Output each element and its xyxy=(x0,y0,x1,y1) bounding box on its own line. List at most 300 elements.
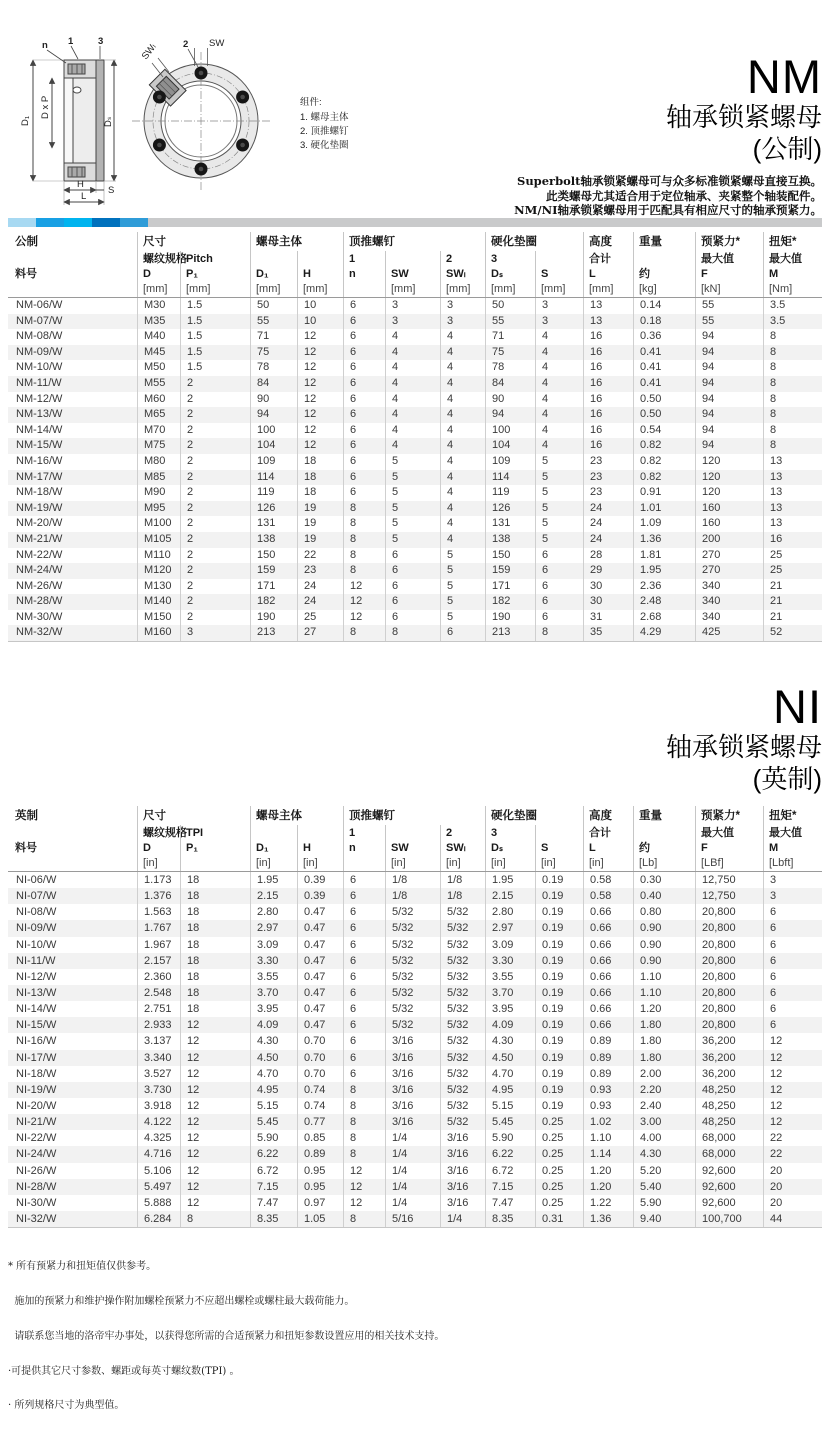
column-subgroup-label: 螺纹规格 xyxy=(143,827,187,839)
column-subgroup-label: 2 xyxy=(446,253,453,265)
table-cell: 6 xyxy=(343,953,385,969)
table-cell: 5.45 xyxy=(250,1114,297,1130)
table-cell: 0.19 xyxy=(535,920,583,936)
table-cell: 8 xyxy=(763,392,822,408)
table-cell: 1.36 xyxy=(633,532,695,548)
column-subgroup-label: 1 xyxy=(349,827,356,839)
table-cell: 3/16 xyxy=(440,1146,485,1162)
table-cell: 4.09 xyxy=(485,1017,535,1033)
table-cell: 3/16 xyxy=(440,1179,485,1195)
column-symbol: SWₗ xyxy=(446,268,466,280)
table-cell: 8.35 xyxy=(250,1211,297,1227)
table-cell: 5 xyxy=(535,485,583,501)
table-row xyxy=(8,1033,822,1049)
table-cell: M85 xyxy=(137,470,180,486)
table-cell: 5.40 xyxy=(633,1179,695,1195)
table-cell: 8 xyxy=(343,516,385,532)
column-subheader xyxy=(764,825,822,871)
table-cell: 0.40 xyxy=(633,888,695,904)
table-cell: 3.70 xyxy=(485,985,535,1001)
column-subheader xyxy=(486,251,535,297)
column-unit: [in] xyxy=(256,857,271,869)
nm-metric-table xyxy=(8,232,822,642)
table-cell: 20 xyxy=(763,1179,822,1195)
table-cell: 0.19 xyxy=(535,969,583,985)
table-cell: 5/32 xyxy=(440,920,485,936)
callout-1-label: 1 xyxy=(68,36,74,47)
table-cell: 120 xyxy=(695,470,763,486)
column-group-label: 顶推螺钉 xyxy=(349,810,395,822)
column-subheader xyxy=(344,825,385,871)
table-cell: 6 xyxy=(343,969,385,985)
table-cell: 16 xyxy=(583,345,633,361)
table-cell: 12 xyxy=(180,1163,250,1179)
table-body xyxy=(8,872,822,1228)
table-cell: 94 xyxy=(695,360,763,376)
table-cell: 28 xyxy=(583,548,633,564)
table-cell: 5 xyxy=(440,579,485,595)
table-cell: 4.325 xyxy=(137,1130,180,1146)
ni-system-label: (英制) xyxy=(752,764,822,794)
table-cell: 0.82 xyxy=(633,454,695,470)
column-subgroup-label: 1 xyxy=(349,253,356,265)
callout-3-label: 3 xyxy=(98,36,104,47)
table-cell: 0.47 xyxy=(297,1017,343,1033)
table-cell: 0.89 xyxy=(583,1066,633,1082)
table-cell: 12 xyxy=(180,1195,250,1211)
table-row xyxy=(8,594,822,610)
table-cell: 100,700 xyxy=(695,1211,763,1227)
table-cell: 6 xyxy=(385,610,440,626)
table-cell: NM-22/W xyxy=(16,548,63,561)
table-cell: 90 xyxy=(250,392,297,408)
table-cell: 50 xyxy=(485,298,535,314)
table-cell: 6 xyxy=(343,314,385,330)
table-cell: 190 xyxy=(485,610,535,626)
column-group-label: 扭矩* xyxy=(769,810,797,822)
table-cell: 4 xyxy=(440,501,485,517)
table-cell: 3/16 xyxy=(385,1114,440,1130)
table-cell: 0.54 xyxy=(633,423,695,439)
table-cell: 8 xyxy=(343,501,385,517)
colorbar-segment xyxy=(64,218,92,227)
column-subheader xyxy=(138,251,187,297)
component-legend-title: 组件: xyxy=(300,97,322,108)
ni-title: NI xyxy=(773,680,822,733)
column-subgroup-label xyxy=(536,825,583,841)
table-cell: 1.80 xyxy=(633,1017,695,1033)
table-cell: M150 xyxy=(137,610,180,626)
column-group-label: 高度 xyxy=(589,810,612,822)
table-cell: 0.66 xyxy=(583,1017,633,1033)
table-cell: 16 xyxy=(763,532,822,548)
table-row xyxy=(8,872,822,888)
brand-color-bar xyxy=(8,218,822,227)
component-item: 1. 螺母主体 xyxy=(300,112,349,123)
table-cell: 0.80 xyxy=(633,904,695,920)
dim-l-label: L xyxy=(81,191,87,202)
table-cell: 92,600 xyxy=(695,1179,763,1195)
table-cell: 12 xyxy=(343,610,385,626)
column-subheader xyxy=(634,251,695,297)
table-cell: 21 xyxy=(763,579,822,595)
table-cell: 5/32 xyxy=(440,953,485,969)
table-row xyxy=(8,1114,822,1130)
table-cell: NI-08/W xyxy=(16,906,57,919)
table-cell: 20,800 xyxy=(695,1017,763,1033)
column-header xyxy=(250,806,302,871)
table-cell: 1.20 xyxy=(633,1001,695,1017)
table-row xyxy=(8,1001,822,1017)
table-cell: 8 xyxy=(385,625,440,641)
column-subgroup-label xyxy=(536,251,583,267)
column-group-label: 高度 xyxy=(589,236,612,248)
table-cell: 12 xyxy=(180,1050,250,1066)
table-cell: 126 xyxy=(250,501,297,517)
column-unit: [in] xyxy=(491,857,506,869)
column-header xyxy=(695,806,763,871)
table-cell: 3.95 xyxy=(485,1001,535,1017)
table-cell: 18 xyxy=(180,888,250,904)
table-cell: 71 xyxy=(250,329,297,345)
table-cell: 6 xyxy=(343,298,385,314)
table-cell: 6 xyxy=(535,579,583,595)
table-cell: 2.751 xyxy=(137,1001,180,1017)
table-cell: 6 xyxy=(385,594,440,610)
table-cell: 2 xyxy=(180,579,250,595)
column-group-label: 硬化垫圈 xyxy=(491,810,537,822)
table-cell: NI-19/W xyxy=(16,1083,57,1096)
component-item: 3. 硬化垫圈 xyxy=(300,140,349,151)
table-cell: 4.50 xyxy=(485,1050,535,1066)
table-row xyxy=(8,298,822,314)
table-cell: 48,250 xyxy=(695,1082,763,1098)
table-cell: 5.888 xyxy=(137,1195,180,1211)
footnote-line: ·可提供其它尺寸参数、螺距或每英寸螺纹数(TPI) 。 xyxy=(8,1365,240,1377)
table-cell: 3.340 xyxy=(137,1050,180,1066)
table-cell: 48,250 xyxy=(695,1114,763,1130)
table-cell: 10 xyxy=(297,314,343,330)
table-cell: 6 xyxy=(535,594,583,610)
table-cell: 0.66 xyxy=(583,920,633,936)
table-cell: 20,800 xyxy=(695,937,763,953)
table-cell: 131 xyxy=(485,516,535,532)
column-group-label xyxy=(180,806,250,825)
column-subgroup-label: 螺纹规格 xyxy=(143,253,187,265)
table-row xyxy=(8,888,822,904)
table-cell: 1.5 xyxy=(180,298,250,314)
table-cell: 4 xyxy=(440,438,485,454)
table-cell: 3.5 xyxy=(763,314,822,330)
table-cell: 35 xyxy=(583,625,633,641)
column-subheader xyxy=(138,825,187,871)
table-row xyxy=(8,985,822,1001)
table-cell: 18 xyxy=(180,904,250,920)
table-cell: 12 xyxy=(297,407,343,423)
table-cell: 55 xyxy=(695,314,763,330)
table-cell: 6 xyxy=(343,407,385,423)
table-row xyxy=(8,904,822,920)
table-cell: 12 xyxy=(343,579,385,595)
cross-section-view xyxy=(20,36,116,205)
table-cell: NM-15/W xyxy=(16,439,63,452)
table-cell: 6 xyxy=(343,937,385,953)
table-cell: 3.527 xyxy=(137,1066,180,1082)
table-cell: 114 xyxy=(250,470,297,486)
table-cell: 25 xyxy=(763,548,822,564)
column-unit: [Lbft] xyxy=(769,857,794,869)
table-cell: 5/32 xyxy=(440,985,485,1001)
table-cell: NI-24/W xyxy=(16,1148,57,1161)
table-cell: 4 xyxy=(440,532,485,548)
table-row xyxy=(8,953,822,969)
table-cell: 171 xyxy=(250,579,297,595)
table-cell: 0.90 xyxy=(633,953,695,969)
table-cell: 12 xyxy=(763,1114,822,1130)
table-cell: 8 xyxy=(763,407,822,423)
table-cell: 1.5 xyxy=(180,360,250,376)
colorbar-rest xyxy=(148,218,822,227)
spacer xyxy=(8,282,137,297)
table-cell: 12 xyxy=(297,392,343,408)
table-cell: 0.19 xyxy=(535,904,583,920)
table-cell: 4.00 xyxy=(633,1130,695,1146)
table-cell: 8 xyxy=(343,548,385,564)
table-cell: NI-09/W xyxy=(16,922,57,935)
column-subgroup-label: Pitch xyxy=(186,253,213,265)
table-cell: 0.19 xyxy=(535,953,583,969)
column-unit: [in] xyxy=(303,857,318,869)
column-unit: [in] xyxy=(143,857,158,869)
column-symbol: n xyxy=(349,268,356,280)
table-cell: 2 xyxy=(180,423,250,439)
table-cell: 2.40 xyxy=(633,1098,695,1114)
column-subgroup-label: 2 xyxy=(446,827,453,839)
footnote-line: · 所列规格尺寸为典型值。 xyxy=(8,1400,125,1412)
unit-system-label: 英制 xyxy=(15,810,38,822)
column-group-label xyxy=(297,232,343,251)
table-cell: 94 xyxy=(485,407,535,423)
table-cell: 6 xyxy=(763,1017,822,1033)
table-cell: 5 xyxy=(385,532,440,548)
table-cell: 12 xyxy=(180,1066,250,1082)
table-cell: 0.91 xyxy=(633,485,695,501)
column-subheader xyxy=(486,825,535,871)
table-cell: 4 xyxy=(385,407,440,423)
table-cell: 2.20 xyxy=(633,1082,695,1098)
table-cell: 138 xyxy=(250,532,297,548)
colorbar-segment xyxy=(36,218,64,227)
column-subheader xyxy=(764,251,822,297)
table-cell: 1/4 xyxy=(385,1195,440,1211)
column-group-label xyxy=(180,232,250,251)
table-cell: 13 xyxy=(763,470,822,486)
column-subheader xyxy=(385,251,440,297)
table-row xyxy=(8,548,822,564)
table-cell: 5 xyxy=(385,501,440,517)
table-cell: 31 xyxy=(583,610,633,626)
table-cell: 4 xyxy=(440,485,485,501)
table-cell: 2 xyxy=(180,594,250,610)
table-cell: 3/16 xyxy=(385,1050,440,1066)
table-cell: 4 xyxy=(535,438,583,454)
table-cell: 100 xyxy=(250,423,297,439)
table-cell: 6 xyxy=(385,548,440,564)
table-cell: 2.00 xyxy=(633,1066,695,1082)
table-cell: NM-24/W xyxy=(16,564,63,577)
dim-s-label: S xyxy=(108,185,115,196)
column-unit: [in] xyxy=(446,857,461,869)
table-corner-header xyxy=(8,232,137,297)
table-row xyxy=(8,454,822,470)
table-cell: 3.137 xyxy=(137,1033,180,1049)
table-cell: 12 xyxy=(763,1098,822,1114)
column-unit: [mm] xyxy=(589,283,614,295)
table-cell: 12 xyxy=(180,1179,250,1195)
table-cell: 3.95 xyxy=(250,1001,297,1017)
column-subgroup-label: 最大值 xyxy=(769,827,802,839)
table-cell: 4 xyxy=(535,423,583,439)
table-cell: M130 xyxy=(137,579,180,595)
table-cell: 0.31 xyxy=(535,1211,583,1227)
colorbar-segment xyxy=(8,218,36,227)
table-cell: 0.58 xyxy=(583,888,633,904)
table-row xyxy=(8,1195,822,1211)
table-cell: NM-28/W xyxy=(16,595,63,608)
table-row xyxy=(8,532,822,548)
table-cell: 55 xyxy=(695,298,763,314)
table-cell: NI-21/W xyxy=(16,1116,57,1129)
column-unit xyxy=(181,856,250,871)
table-cell: 10 xyxy=(297,298,343,314)
table-cell: M35 xyxy=(137,314,180,330)
table-cell: 13 xyxy=(583,298,633,314)
footnote-line: 施加的预紧力和维护操作附加螺栓预紧力不应超出螺栓或螺柱最大载荷能力。 xyxy=(8,1295,355,1307)
dim-dxp-label: D x P xyxy=(40,95,51,119)
table-cell: 3 xyxy=(180,625,250,641)
table-cell: 6 xyxy=(343,1033,385,1049)
column-header xyxy=(440,806,485,871)
table-cell: 1.80 xyxy=(633,1033,695,1049)
table-cell: 18 xyxy=(180,969,250,985)
table-cell: 52 xyxy=(763,625,822,641)
table-cell: 5 xyxy=(440,563,485,579)
table-cell: 29 xyxy=(583,563,633,579)
table-cell: 2.157 xyxy=(137,953,180,969)
table-row xyxy=(8,314,822,330)
table-cell: 8 xyxy=(535,625,583,641)
table-cell: 50 xyxy=(250,298,297,314)
table-cell: 36,200 xyxy=(695,1033,763,1049)
column-symbol: SWₗ xyxy=(446,842,466,854)
nm-description-line: 此类螺母尤其适合用于定位轴承、夹紧整个轴装配件。 xyxy=(546,188,822,203)
table-cell: NM-18/W xyxy=(16,486,63,499)
table-cell: 55 xyxy=(485,314,535,330)
table-cell: M100 xyxy=(137,516,180,532)
table-cell: 84 xyxy=(250,376,297,392)
table-cell: 18 xyxy=(297,485,343,501)
table-cell: 6 xyxy=(763,969,822,985)
table-cell: 1.20 xyxy=(583,1179,633,1195)
table-cell: 16 xyxy=(583,392,633,408)
table-cell: 90 xyxy=(485,392,535,408)
column-header xyxy=(385,806,440,871)
table-cell: 5.15 xyxy=(250,1098,297,1114)
column-subgroup-label: 3 xyxy=(491,253,498,265)
table-cell: 160 xyxy=(695,501,763,517)
table-cell: 6 xyxy=(343,392,385,408)
table-cell: 8 xyxy=(343,532,385,548)
table-cell: 3.30 xyxy=(250,953,297,969)
table-cell: 0.19 xyxy=(535,1001,583,1017)
column-symbol: M xyxy=(769,842,779,854)
table-row xyxy=(8,563,822,579)
table-cell: NM-26/W xyxy=(16,579,63,592)
table-cell: NI-16/W xyxy=(16,1035,57,1048)
table-cell: 4.30 xyxy=(250,1033,297,1049)
table-cell: 5/32 xyxy=(440,1033,485,1049)
table-cell: 12 xyxy=(180,1146,250,1162)
column-subgroup-label xyxy=(386,251,440,267)
table-cell: 3/16 xyxy=(385,1098,440,1114)
table-cell: 0.19 xyxy=(535,1017,583,1033)
column-unit: [mm] xyxy=(143,283,168,295)
table-cell: 8.35 xyxy=(485,1211,535,1227)
table-cell: NI-22/W xyxy=(16,1132,57,1145)
table-cell: 5.20 xyxy=(633,1163,695,1179)
table-cell: 1.5 xyxy=(180,329,250,345)
table-cell: NM-13/W xyxy=(16,408,63,421)
table-cell: M160 xyxy=(137,625,180,641)
table-cell: 4.29 xyxy=(633,625,695,641)
table-cell: 12 xyxy=(297,423,343,439)
column-subgroup-label: 最大值 xyxy=(701,253,734,265)
table-cell: 1.01 xyxy=(633,501,695,517)
table-cell: 0.30 xyxy=(633,872,695,888)
table-cell: 4 xyxy=(385,438,440,454)
table-cell: 44 xyxy=(763,1211,822,1227)
table-cell: 8 xyxy=(763,329,822,345)
table-cell: 3.00 xyxy=(633,1114,695,1130)
table-cell: 3/16 xyxy=(385,1066,440,1082)
table-row xyxy=(8,610,822,626)
table-cell: M70 xyxy=(137,423,180,439)
table-cell: 5.15 xyxy=(485,1098,535,1114)
table-cell: NI-32/W xyxy=(16,1212,57,1225)
table-cell: 1.95 xyxy=(633,563,695,579)
table-cell: 12,750 xyxy=(695,872,763,888)
table-cell: 8 xyxy=(763,360,822,376)
column-subheader xyxy=(696,251,763,297)
table-cell: 94 xyxy=(695,423,763,439)
column-group-label xyxy=(297,806,343,825)
nm-section-header xyxy=(514,52,822,218)
table-cell: 1.10 xyxy=(633,985,695,1001)
table-cell: 5.106 xyxy=(137,1163,180,1179)
column-subheader xyxy=(535,251,583,297)
table-cell: 3/16 xyxy=(385,1033,440,1049)
table-cell: 6 xyxy=(385,579,440,595)
table-cell: 1/8 xyxy=(385,888,440,904)
table-row xyxy=(8,1146,822,1162)
table-cell: 19 xyxy=(297,516,343,532)
table-cell: 1/8 xyxy=(440,888,485,904)
table-cell: 1.10 xyxy=(583,1130,633,1146)
table-cell: 20,800 xyxy=(695,904,763,920)
table-cell: 36,200 xyxy=(695,1066,763,1082)
table-row xyxy=(8,345,822,361)
table-cell: 5 xyxy=(535,501,583,517)
